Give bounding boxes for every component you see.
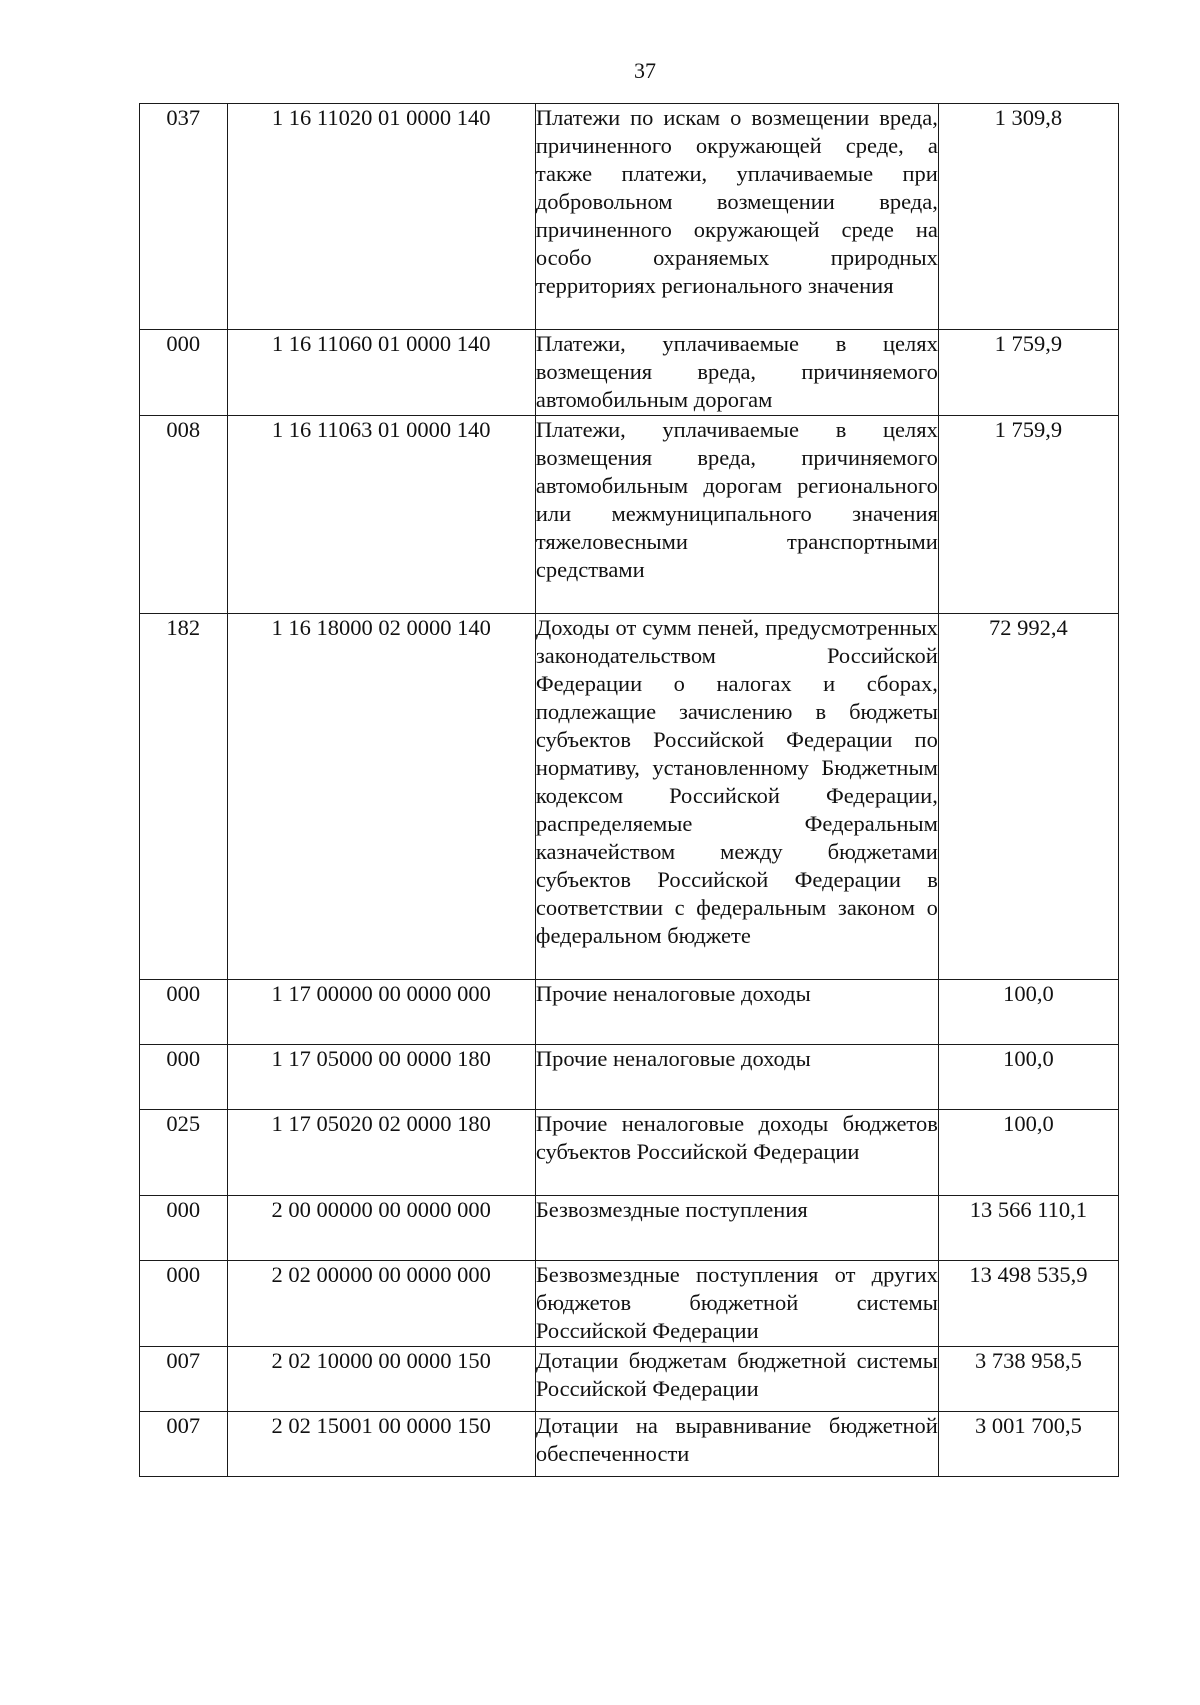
amount-cell: 72 992,4 xyxy=(938,614,1118,980)
amount-cell: 100,0 xyxy=(938,980,1118,1045)
table-row xyxy=(140,1196,1119,1261)
budget-code-cell: 2 02 15001 00 0000 150 xyxy=(227,1412,535,1477)
revenue-name-cell: Безвозмездные поступления от других бюджетов бюджетной системы Российской Федерации xyxy=(535,1261,938,1347)
amount-cell: 100,0 xyxy=(938,1045,1118,1110)
budget-code-cell: 2 02 10000 00 0000 150 xyxy=(227,1347,535,1412)
table-row xyxy=(140,1412,1119,1477)
amount-cell: 1 759,9 xyxy=(938,416,1118,614)
table-row xyxy=(140,104,1119,330)
revenue-table xyxy=(139,103,1119,1477)
amount-cell: 1 309,8 xyxy=(938,104,1118,330)
amount-cell: 13 566 110,1 xyxy=(938,1196,1118,1261)
budget-code-cell: 2 02 00000 00 0000 000 xyxy=(227,1261,535,1347)
admin-code-cell: 007 xyxy=(140,1347,228,1412)
amount-cell: 13 498 535,9 xyxy=(938,1261,1118,1347)
budget-code-cell: 1 17 05000 00 0000 180 xyxy=(227,1045,535,1110)
budget-code-cell: 1 16 11063 01 0000 140 xyxy=(227,416,535,614)
admin-code-cell: 182 xyxy=(140,614,228,980)
budget-code-cell: 1 16 18000 02 0000 140 xyxy=(227,614,535,980)
revenue-name-cell: Платежи, уплачиваемые в целях возмещения вреда, причиняемого автомобильным дорогам xyxy=(535,330,938,416)
revenue-name-cell: Прочие неналоговые доходы xyxy=(535,980,938,1045)
budget-code-cell: 1 17 00000 00 0000 000 xyxy=(227,980,535,1045)
amount-cell: 1 759,9 xyxy=(938,330,1118,416)
admin-code-cell: 037 xyxy=(140,104,228,330)
table-row xyxy=(140,416,1119,614)
admin-code-cell: 007 xyxy=(140,1412,228,1477)
admin-code-cell: 025 xyxy=(140,1110,228,1196)
admin-code-cell: 000 xyxy=(140,1045,228,1110)
revenue-name-cell: Дотации бюджетам бюджетной системы Российской Федерации xyxy=(535,1347,938,1412)
amount-cell: 100,0 xyxy=(938,1110,1118,1196)
table-row xyxy=(140,1045,1119,1110)
amount-cell: 3 001 700,5 xyxy=(938,1412,1118,1477)
admin-code-cell: 000 xyxy=(140,330,228,416)
budget-code-cell: 2 00 00000 00 0000 000 xyxy=(227,1196,535,1261)
budget-code-cell: 1 16 11060 01 0000 140 xyxy=(227,330,535,416)
revenue-name-cell: Безвозмездные поступления xyxy=(535,1196,938,1261)
table-row xyxy=(140,1261,1119,1347)
revenue-name-cell: Платежи, уплачиваемые в целях возмещения вреда, причиняемого автомобильным дорогам регионального или межмуниципального значения тяжеловесными транспортными средствами xyxy=(535,416,938,614)
revenue-name-cell: Прочие неналоговые доходы xyxy=(535,1045,938,1110)
revenue-name-cell: Прочие неналоговые доходы бюджетов субъектов Российской Федерации xyxy=(535,1110,938,1196)
page-number: 37 xyxy=(634,58,656,83)
table-row xyxy=(140,980,1119,1045)
admin-code-cell: 000 xyxy=(140,980,228,1045)
table-row xyxy=(140,330,1119,416)
table-row xyxy=(140,1110,1119,1196)
admin-code-cell: 000 xyxy=(140,1196,228,1261)
admin-code-cell: 000 xyxy=(140,1261,228,1347)
revenue-name-cell: Платежи по искам о возмещении вреда, причиненного окружающей среде, а также платежи, уплачиваемые при добровольном возмещении вреда, причиненного окружающей среде на особо охраняемых природных территориях регионального значения xyxy=(535,104,938,330)
revenue-name-cell: Доходы от сумм пеней, предусмотренных законодательством Российской Федерации о налогах и сборах, подлежащие зачислению в бюджеты субъектов Российской Федерации по нормативу, установленному Бюджетным кодексом Российской Федерации, распределяемые Федеральным казначейством между бюджетами субъектов Российской Федерации в соответствии с федеральным законом о федеральном бюджете xyxy=(535,614,938,980)
table-row xyxy=(140,1347,1119,1412)
budget-code-cell: 1 17 05020 02 0000 180 xyxy=(227,1110,535,1196)
amount-cell: 3 738 958,5 xyxy=(938,1347,1118,1412)
admin-code-cell: 008 xyxy=(140,416,228,614)
budget-code-cell: 1 16 11020 01 0000 140 xyxy=(227,104,535,330)
table-row xyxy=(140,614,1119,980)
revenue-name-cell: Дотации на выравнивание бюджетной обеспеченности xyxy=(535,1412,938,1477)
